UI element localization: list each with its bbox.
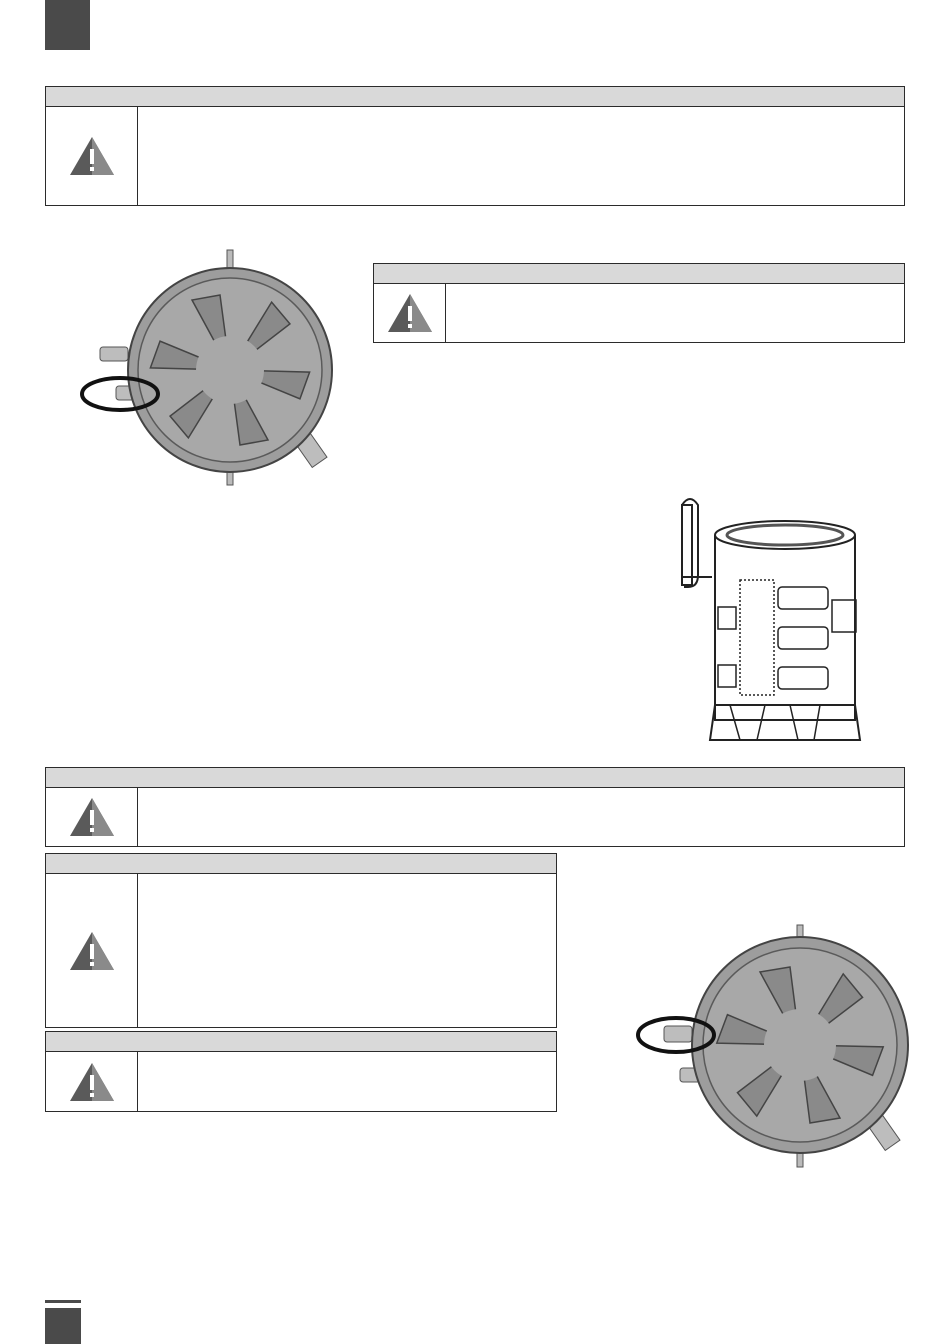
warning-triangle-icon	[386, 292, 434, 334]
lid-figure-bottom	[630, 920, 920, 1170]
tank-figure	[670, 495, 870, 750]
warning-header	[46, 768, 904, 788]
warning-triangle-icon	[68, 796, 116, 838]
warning-box-4	[45, 853, 557, 1028]
warning-header	[374, 264, 904, 284]
lid-figure-top	[80, 245, 370, 490]
warning-icon-cell	[46, 107, 138, 205]
page-tab-bottom-rule	[45, 1300, 81, 1303]
warning-triangle-icon	[68, 1061, 116, 1103]
page-tab-top	[45, 0, 90, 50]
warning-triangle-icon	[68, 135, 116, 177]
warning-box-1	[45, 86, 905, 206]
warning-box-5	[45, 1031, 557, 1112]
warning-text	[446, 284, 904, 342]
warning-icon-cell	[46, 788, 138, 846]
warning-header	[46, 1032, 556, 1052]
warning-text	[138, 874, 556, 1027]
warning-icon-cell	[46, 1052, 138, 1111]
warning-triangle-icon	[68, 930, 116, 972]
warning-box-2	[373, 263, 905, 343]
warning-icon-cell	[374, 284, 446, 342]
warning-text	[138, 788, 904, 846]
warning-text	[138, 1052, 556, 1111]
page-tab-bottom	[45, 1308, 81, 1344]
warning-box-3	[45, 767, 905, 847]
warning-icon-cell	[46, 874, 138, 1027]
warning-header	[46, 854, 556, 874]
warning-text	[138, 107, 904, 205]
warning-header	[46, 87, 904, 107]
